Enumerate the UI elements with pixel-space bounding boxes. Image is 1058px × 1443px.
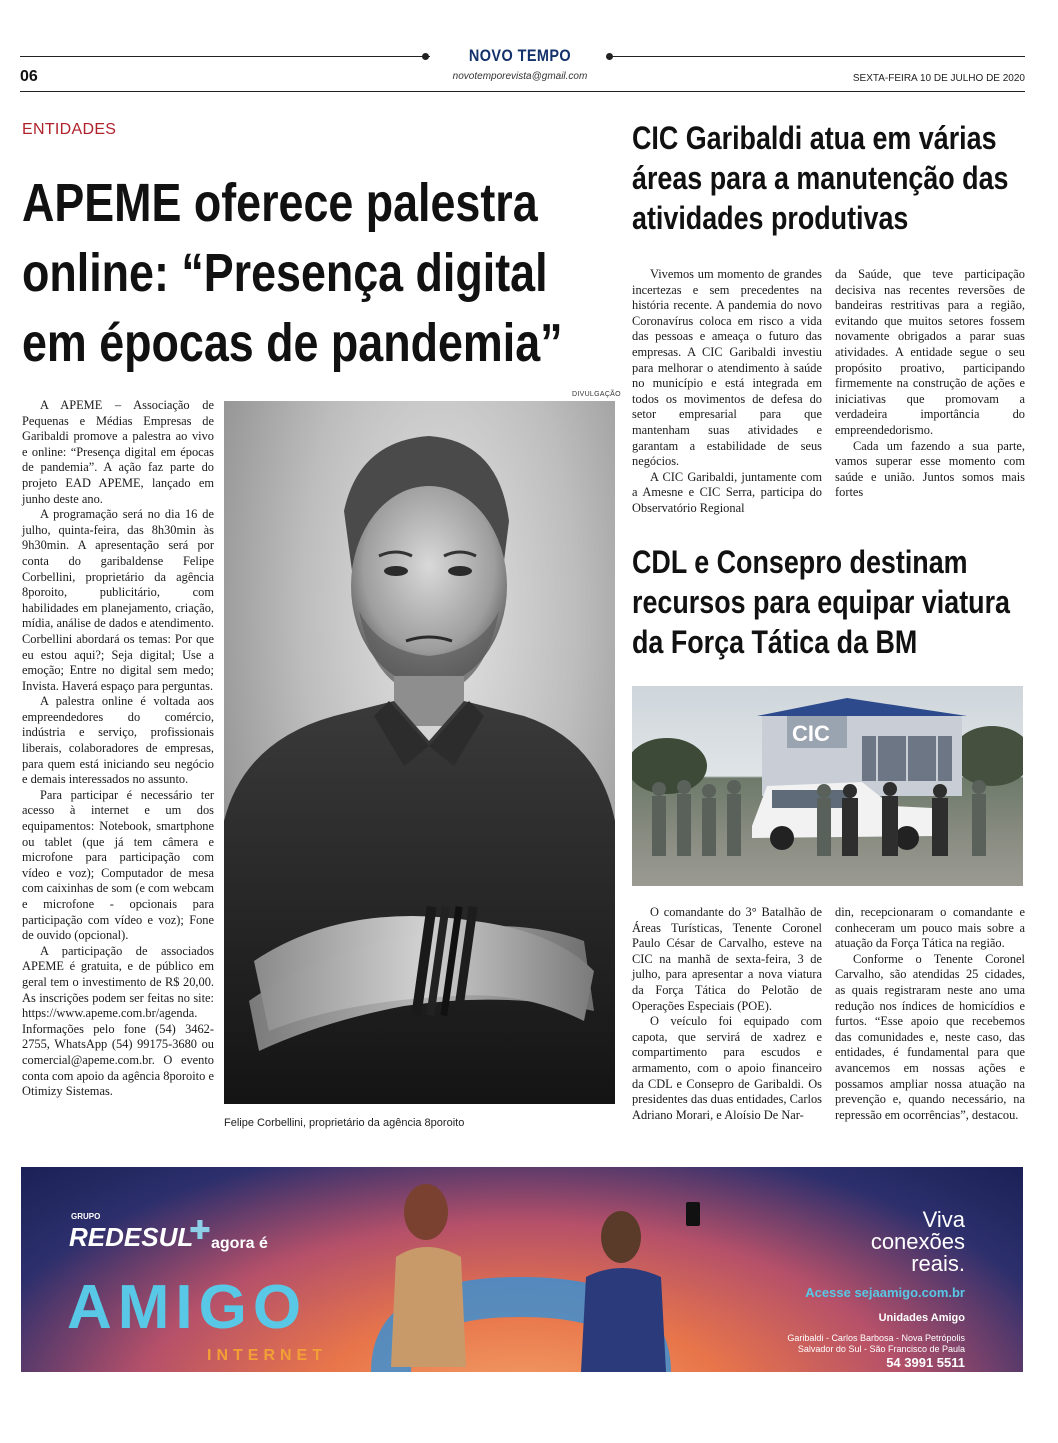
ad-amigo-logo: AMIGO (67, 1273, 308, 1342)
apeme-paragraph-4: Para participar é necessário ter acesso à internet e um dos equipamentos: Notebook, smartphone ou tablet (que já tem câmera e microfone para participação com vídeo e voz); Computador de mesa com caixinhas de som (e com webcam e microfone - opcionais para participação com vídeo e voz); Fone de ouvido (opcional). (22, 787, 214, 943)
cic-col2-paragraph-1: da Saúde, que teve participação decisiva nas recentes reversões de bandeiras restritivas para a região, evitando que muitos setores fossem novamente obrigados a parar suas atividades. A entidade segue o seu propósito proativo, participando firmemente na construção de ações e iniciativas que promovam a verdadeira importância do empreendedorismo. (835, 267, 1025, 437)
ad-site-link[interactable]: Acesse sejaamigo.com.br (805, 1285, 965, 1300)
cdl-headline: CDL e Consepro destinam recursos para equipar viatura da Força Tática da BM (632, 544, 1010, 660)
issue-date: SEXTA-FEIRA 10 DE JULHO DE 2020 (852, 73, 1025, 84)
ad-units-line-1: Garibaldi - Carlos Barbosa - Nova Petrópolis (787, 1333, 965, 1343)
apeme-paragraph-3: A palestra online é voltada aos empreendedores do comércio, indústria e serviço, profissionais liberais, colaboradores de empresas, para quem está iniciando seu negócio e demais interessados no assunto. (22, 694, 214, 787)
apeme-paragraph-1: A APEME – Associação de Pequenas e Médias Empresas de Garibaldi promove a palestra ao vivo e online: “Presença digital em épocas de pandemia”. A ação faz parte do projeto EAD APEME, lançado em junho deste ano. (22, 398, 214, 506)
photo-caption: Felipe Corbellini, proprietário da agência 8poroito (224, 1117, 465, 1129)
apeme-paragraph-5: A participação de associados APEME é gratuita, e de público em geral tem o investimento de R$ 20,00. As inscrições podem ser feitas no site: https://www.apeme.com.br/agenda. Informações pelo fone (54) 3462-2755, WhatsApp (54) 99175-3680 ou comercial@apeme.com.br. O evento conta com apoio da agência 8poroito e Otimizy Sistemas. (22, 943, 214, 1099)
cic-body-col1 (632, 267, 822, 517)
newspaper-brand: NOVO TEMPO (468, 46, 572, 65)
ad-internet-label: INTERNET (207, 1347, 327, 1364)
photo-cic-vehicle-group (632, 686, 1023, 886)
header-dot-left (422, 53, 429, 60)
cic-body-col2 (835, 267, 1025, 501)
apeme-body (22, 398, 214, 1100)
cdl-col2-paragraph-2: Conforme o Tenente Coronel Carvalho, são atendidas 25 cidades, as quais registraram neste ano uma redução nos índices de homicídios e furtos. “Esse apoio que recebemos das comunidades e, neste caso, das entidades, é fundamental para que avancemos em nossas ações e possamos ampliar nossa atuação na prevenção e, quando necessário, na repressão em ocorrências”, destacou. (835, 951, 1025, 1122)
ad-units-line-2: Salvador do Sul - São Francisco de Paula (797, 1344, 965, 1354)
cdl-col2-paragraph-1: din, recepcionaram o comandante e conheceram um pouco mais sobre a atuação da Força Tática na região. (835, 905, 1025, 951)
header-rule (20, 91, 1025, 92)
ad-grupo-label: GRUPO (71, 1212, 101, 1221)
cdl-body-col2 (835, 905, 1025, 1123)
cic-col2-paragraph-2: Cada um fazendo a sua parte, vamos superar esse momento com saúde e união. Juntos somos mais fortes (835, 438, 1025, 500)
cic-col1-paragraph-2: A CIC Garibaldi, juntamente com a Amesne e CIC Serra, participa do Observatório Regional (632, 469, 822, 515)
building-sign: CIC (792, 721, 830, 746)
cic-scene-illustration (632, 686, 1023, 886)
cic-col1-paragraph-1: Vivemos um momento de grandes incertezas e sem precedentes na história recente. A pandemia do novo Coronavírus coloca em risco a vida das pessoas e ameaça o futuro das empresas. A CIC Garibaldi investiu para melhorar o atendimento à saúde no município e está integrada em todos os movimentos de defesa do setor empresarial para que mantenham suas atividades e garantam a estabilidade de seus negócios. (632, 267, 822, 469)
ad-phone-number[interactable]: 54 3991 5511 (886, 1355, 965, 1370)
apeme-paragraph-2: A programação será no dia 16 de julho, quinta-feira, das 8h30min às 9h30min. A apresentação será por conta do garibaldense Felipe Corbellini, proprietário da agência 8poroito, publicitário, com habilidades em planejamento, criação, mídia, análise de dados e atendimento. Corbellini abordará os temas: Por que eu estou aqui?; Seja digital; Use a emoção; Entre no digital sem medo; Invista. Haverá espaço para perguntas. (22, 507, 214, 693)
phone-icon (686, 1202, 700, 1226)
apeme-headline: APEME oferece palestra online: “Presença digital em épocas de pandemia” (22, 173, 563, 373)
ad-redesul-logo: REDESUL (69, 1222, 194, 1252)
ad-redesul-cross-icon: ✚ (189, 1215, 211, 1245)
amigo-internet-ad[interactable] (21, 1167, 1023, 1372)
ad-slogan-line-1: Viva (922, 1207, 965, 1232)
person-illustration (224, 401, 615, 1104)
page-number: 06 (20, 68, 38, 85)
newspaper-email[interactable]: novotemporevista@gmail.com (452, 71, 588, 82)
header-line-right (612, 56, 1025, 57)
photo-felipe-corbellini (224, 401, 615, 1104)
cdl-col1-paragraph-1: O comandante do 3° Batalhão de Áreas Turísticas, Tenente Coronel Paulo César de Carvalho, esteve na CIC na manhã de sexta-feira, 3 de julho, para apresentar a nova viatura da Força Tática do Pelotão de Operações Especiais (POE). (632, 905, 822, 1013)
ad-units-title: Unidades Amigo (878, 1312, 965, 1324)
section-label: ENTIDADES (22, 121, 117, 138)
photo-credit: DIVULGAÇÃO (572, 391, 621, 398)
ad-slogan-line-3: reais. (911, 1251, 965, 1276)
ad-agora-label: agora é (211, 1235, 268, 1252)
cdl-col1-paragraph-2: O veículo foi equipado com capota, que servirá de xadrez e compartimento para escudos e armamento, com o apoio financeiro da CDL e Consepro de Garibaldi. Os presidentes das duas entidades, Carlos Adriano Morari, e Aloísio De Nar- (632, 1014, 822, 1122)
header-line-left (20, 56, 430, 57)
ad-slogan-line-2: conexões (870, 1229, 965, 1254)
header-dot-right (606, 53, 613, 60)
cic-headline: CIC Garibaldi atua em várias áreas para a manutenção das atividades produtivas (632, 120, 1009, 236)
cdl-body-col1 (632, 905, 822, 1123)
